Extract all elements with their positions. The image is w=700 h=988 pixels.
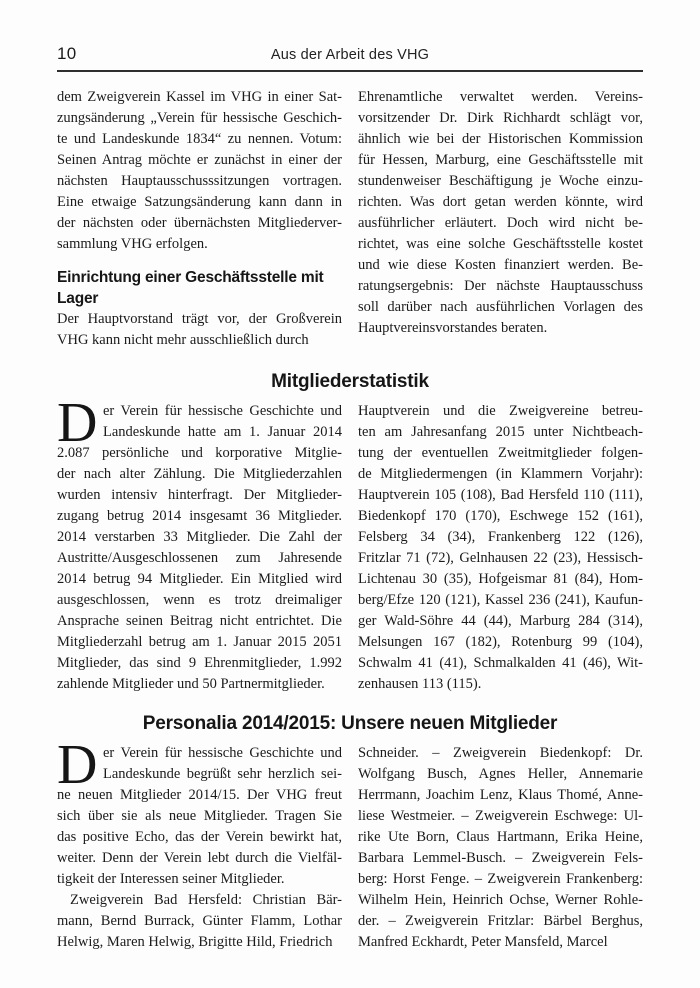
text-line: ten am Jahresanfang 2015 unter Nichtbeach- bbox=[358, 424, 643, 440]
column-right bbox=[358, 87, 643, 351]
text-line: Ehrenamtliche verwaltet werden. Vereins- bbox=[358, 89, 643, 105]
section-heading-personalia: Personalia 2014/2015: Unsere neuen Mitglieder bbox=[142, 713, 558, 734]
section-personalia bbox=[57, 734, 643, 953]
text-line: ne neuen Mitglieder 2014/15. Der VHG freut bbox=[57, 787, 342, 803]
text-line: Melsungen 167 (182), Rotenburg 99 (104), bbox=[358, 634, 643, 650]
text-line: ähnlich wie bei der Historischen Kommission bbox=[358, 131, 643, 147]
text-line: Helwig, Maren Helwig, Brigitte Hild, Friedrich bbox=[57, 934, 333, 950]
text-line: stundenweiser Beschäftigung je Woche einzu- bbox=[358, 173, 643, 189]
text-line: de Mitgliedermengen (in Klammern Vorjahr): bbox=[358, 466, 643, 482]
text-line: VHG kann nicht mehr ausschließlich durch bbox=[57, 332, 309, 348]
text-line: sammlung VHG erfolgen. bbox=[57, 236, 208, 252]
text-line: Austritte/Ausgeschlossenen zum Jahresende bbox=[57, 550, 342, 566]
text-line: weiter. Denn der Verein lebt durch die Vielfäl- bbox=[57, 850, 342, 866]
paragraph bbox=[57, 87, 342, 255]
text-line: vorsitzender Dr. Dirk Richhardt schlägt vor, bbox=[358, 110, 643, 126]
text-line: ratungsergebnis: Der nächste Hauptausschuss bbox=[358, 278, 643, 294]
text-line: mann, Bernd Burrack, Günter Flamm, Lothar bbox=[57, 913, 342, 929]
section-heading-mitgliederstatistik: Mitgliederstatistik bbox=[271, 371, 429, 392]
text-line: und wie diese Kosten finanziert werden. Be- bbox=[358, 257, 643, 273]
text-line: Wilhelm Hein, Heinrich Ochse, Werner Rohle- bbox=[358, 892, 643, 908]
header-rule bbox=[57, 70, 643, 72]
text-line: rike Ute Born, Claus Hartmann, Erika Heine, bbox=[358, 829, 643, 845]
text-line: wurden intensiv hinterfragt. Der Mitglieder- bbox=[57, 487, 342, 503]
text-line: nächsten Hauptausschusssitzungen vortragen. bbox=[57, 173, 342, 189]
text-line: ausführlicher erläutert. Doch wird nicht be- bbox=[358, 215, 643, 231]
text-line: das positive Echo, das der Verein bewirkt hat, bbox=[57, 829, 342, 845]
column-right bbox=[358, 401, 643, 695]
paragraph bbox=[57, 309, 342, 351]
column-left bbox=[57, 392, 342, 695]
running-title: Aus der Arbeit des VHG bbox=[270, 47, 430, 63]
text-line: er Verein für hessische Geschichte und bbox=[103, 403, 342, 419]
text-line: berg: Horst Fenge. – Zweigverein Frankenberg: bbox=[358, 871, 643, 887]
text-line: Schwalm 41 (41), Schmalkalden 41 (46), Wit- bbox=[358, 655, 643, 671]
text-line: Biedenkopf 170 (170), Eschwege 152 (161), bbox=[358, 508, 643, 524]
text-line: Der Hauptvorstand trägt vor, der Großverein bbox=[57, 311, 342, 327]
subheading-einrichtung-geschaeftsstelle: Einrichtung einer Geschäftsstelle mit Lager bbox=[57, 269, 324, 307]
text-line: zenhausen 113 (115). bbox=[358, 676, 482, 692]
text-line: berg/Efze 120 (121), Kassel 236 (241), Kaufun- bbox=[358, 592, 643, 608]
text-line: richten. Was dort getan werden könnte, wird bbox=[358, 194, 643, 210]
text-line: zugang betrug 2014 insgesamt 36 Mitglieder. bbox=[57, 508, 342, 524]
column-left bbox=[57, 734, 342, 953]
drop-cap: D bbox=[57, 734, 98, 796]
drop-cap: D bbox=[57, 392, 98, 454]
text-line: ger Wald-Söhre 44 (44), Marburg 284 (314), bbox=[358, 613, 643, 629]
text-line: 2.087 persönliche und korporative Mitglie- bbox=[57, 445, 342, 461]
text-line: richtet, was eine solche Geschäftsstelle kostet bbox=[358, 236, 643, 252]
text-line: Felsberg 34 (34), Frankenberg 122 (126), bbox=[358, 529, 643, 545]
text-line: der nächsten oder übernächsten Mitgliederver- bbox=[57, 215, 342, 231]
text-line: Eine etwaige Satzungsänderung kann dann in bbox=[57, 194, 342, 210]
text-line: Ansprache seinen Beitrag nicht entrichtet. Die bbox=[57, 613, 342, 629]
text-line: 2014 verstarben 33 Mitglieder. Die Zahl der bbox=[57, 529, 342, 545]
text-line: Hauptverein und die Zweigvereine betreu- bbox=[358, 403, 643, 419]
text-line: Mitgliederzahl betrug am 1. Januar 2015 2051 bbox=[57, 634, 342, 650]
section-mitgliederstatistik bbox=[57, 392, 643, 695]
text-line: für Hessen, Marburg, eine Geschäftsstelle mit bbox=[358, 152, 643, 168]
text-line: te und Landeskunde 1834“ zu nennen. Votum: bbox=[57, 131, 342, 147]
text-line: der nach alter Zählung. Die Mitgliederzahlen bbox=[57, 466, 342, 482]
text-line: ausgeschlossen, wenn es trotz dreimaliger bbox=[57, 592, 342, 608]
paragraph-with-dropcap bbox=[57, 734, 342, 890]
text-line: Manfred Eckhardt, Peter Mansfeld, Marcel bbox=[358, 934, 608, 950]
text-line: zahlende Mitglieder und 50 Partnermitglieder. bbox=[57, 676, 325, 692]
text-line: zungsänderung „Verein für hessische Geschich- bbox=[57, 110, 342, 126]
paragraph bbox=[57, 890, 342, 953]
text-line: Hauptvereinsvorstandes beraten. bbox=[358, 320, 548, 336]
text-line: Zweigverein Bad Hersfeld: Christian Bär- bbox=[70, 892, 342, 908]
section-continuation bbox=[57, 87, 643, 351]
text-line: tung der eventuellen Zweitmitglieder folgen- bbox=[358, 445, 643, 461]
text-line: Mitglieder, das sind 9 Ehrenmitglieder, 1.992 bbox=[57, 655, 342, 671]
text-line: Schneider. – Zweigverein Biedenkopf: Dr. bbox=[358, 745, 643, 761]
text-line: Lichtenau 30 (35), Hofgeismar 81 (84), Hom- bbox=[358, 571, 643, 587]
text-line: Seinen Antrag möchte er zunächst in einer der bbox=[57, 152, 342, 168]
text-line: Landeskunde hatte am 1. Januar 2014 bbox=[103, 424, 342, 440]
page-number: 10 bbox=[57, 44, 77, 63]
paragraph bbox=[358, 87, 643, 339]
paragraph-with-dropcap bbox=[57, 392, 342, 695]
text-line: Wolfgang Busch, Agnes Heller, Annemarie bbox=[358, 766, 643, 782]
text-line: er Verein für hessische Geschichte und bbox=[103, 745, 342, 761]
text-line: sich über sie als neue Mitglieder. Tragen Sie bbox=[57, 808, 342, 824]
text-line: der. – Zweigverein Fritzlar: Bärbel Berghus, bbox=[358, 913, 643, 929]
text-line: tigkeit der Interessen seiner Mitglieder. bbox=[57, 871, 285, 887]
text-line: liese Westmeier. – Zweigverein Eschwege: Ul- bbox=[358, 808, 643, 824]
text-line: Herrmann, Joachim Lenz, Klaus Thomé, Anne- bbox=[358, 787, 643, 803]
column-left bbox=[57, 87, 342, 351]
text-line: Hauptverein 105 (108), Bad Hersfeld 110 (111), bbox=[358, 487, 643, 503]
text-line: 2014 betrug 94 Mitglieder. Ein Mitglied wird bbox=[57, 571, 342, 587]
paragraph bbox=[358, 743, 643, 953]
text-line: Landeskunde begrüßt sehr herzlich sei- bbox=[103, 766, 342, 782]
text-line: Barbara Lemmel-Busch. – Zweigverein Fels- bbox=[358, 850, 643, 866]
text-line: Fritzlar 71 (72), Gelnhausen 22 (23), Hessisch- bbox=[358, 550, 643, 566]
text-line: dem Zweigverein Kassel im VHG in einer Sat- bbox=[57, 89, 342, 105]
text-line: soll darüber nach ausführlichen Vorlagen des bbox=[358, 299, 643, 315]
column-right bbox=[358, 743, 643, 953]
paragraph bbox=[358, 401, 643, 695]
page-header bbox=[57, 44, 643, 72]
